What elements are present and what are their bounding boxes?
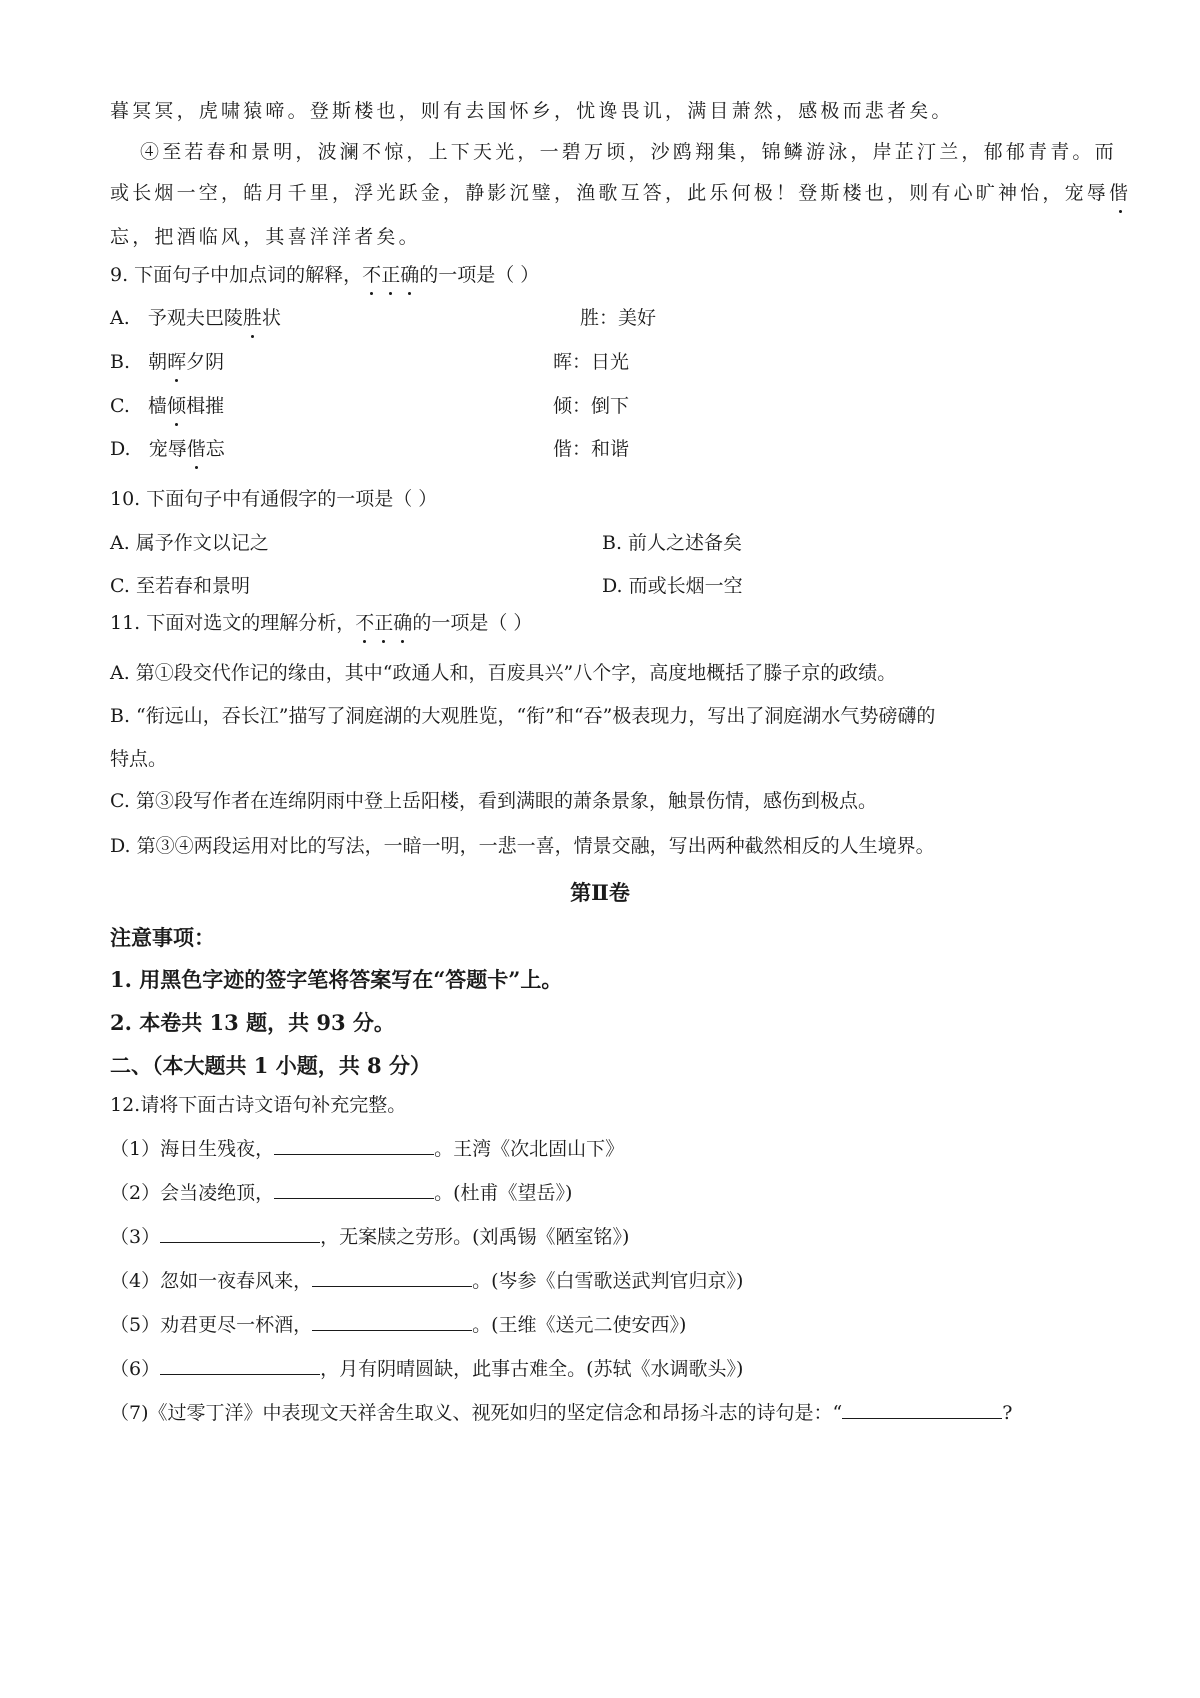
q10-option-c: C. 至若春和景明 — [110, 575, 250, 597]
passage-line-1: 暮冥冥，虎啸猿啼。登斯楼也，则有去国怀乡，忧谗畏讥，满目萧然，感极而悲者矣。 — [110, 100, 954, 122]
option-text: 樯 — [148, 395, 168, 417]
passage-line-2: ④至若春和景明，波澜不惊，上下天光，一碧万顷，沙鸥翔集，锦鳞游泳，岸芷汀兰，郁郁青青。而 — [140, 141, 1117, 163]
answer-blank[interactable] — [160, 1224, 320, 1243]
q9-option-c — [110, 393, 224, 419]
item-text: （4）忽如一夜春风来， — [110, 1270, 313, 1292]
answer-blank[interactable] — [274, 1180, 434, 1199]
option-text: 楫摧 — [186, 395, 225, 417]
question-12-stem: 12.请将下面古诗文语句补充完整。 — [110, 1094, 407, 1116]
dotted-char: 不 — [355, 612, 375, 634]
question-9-stem — [110, 262, 539, 288]
option-letter: C. — [110, 395, 130, 417]
item-source: 。王湾《次北固山下》 — [434, 1138, 625, 1160]
dotted-char: 倾 — [167, 395, 187, 417]
q12-item-6 — [110, 1356, 743, 1382]
item-source: 。(王维《送元二使安西》) — [472, 1314, 687, 1336]
dotted-char: 正 — [381, 264, 401, 286]
part-2-title: 第Ⅱ卷 — [570, 880, 630, 905]
section-heading: 二、（本大题共 1 小题，共 8 分） — [110, 1053, 431, 1078]
q9-option-a-explanation: 胜：美好 — [580, 307, 657, 329]
item-text: （2）会当凌绝顶， — [110, 1182, 275, 1204]
q12-item-7 — [110, 1400, 1012, 1426]
dotted-char: 晖 — [167, 351, 187, 373]
item-source: 。(岑参《白雪歌送武判官归京》) — [472, 1270, 744, 1292]
answer-blank[interactable] — [312, 1268, 472, 1287]
dotted-char: 不 — [362, 264, 382, 286]
answer-blank[interactable] — [160, 1356, 320, 1375]
item-text: （3） — [110, 1226, 161, 1248]
dotted-char: 偕 — [186, 438, 206, 460]
answer-blank[interactable] — [274, 1136, 434, 1155]
q11-stem-text: 11. 下面对选文的理解分析， — [110, 612, 356, 634]
answer-blank[interactable] — [842, 1400, 1002, 1419]
q9-option-d-explanation: 偕：和谐 — [553, 438, 630, 460]
question-11-stem — [110, 610, 532, 636]
item-text: （6） — [110, 1358, 161, 1380]
question-10-stem: 10. 下面句子中有通假字的一项是（ ） — [110, 488, 438, 510]
option-text: 状 — [261, 307, 281, 329]
q11-option-a: A. 第①段交代作记的缘由，其中“政通人和，百废具兴”八个字，高度地概括了滕子京的政绩。 — [110, 662, 897, 684]
item-text: （1）海日生残夜， — [110, 1138, 275, 1160]
q9-option-b — [110, 349, 224, 375]
q10-option-a: A. 属予作文以记之 — [110, 532, 269, 554]
item-source: ? — [1002, 1402, 1013, 1424]
notice-item-1: 1. 用黑色字迹的签字笔将答案写在“答题卡”上。 — [110, 967, 563, 992]
q11-option-b-line-1: B. “衔远山，吞长江”描写了洞庭湖的大观胜览，“衔”和“吞”极表现力，写出了洞庭湖水气势磅礴的 — [110, 705, 936, 727]
q9-option-b-explanation: 晖：日光 — [553, 351, 630, 373]
item-text: （7)《过零丁洋》中表现文天祥舍生取义、视死如归的坚定信念和昂扬斗志的诗句是：“ — [110, 1402, 843, 1424]
q12-item-5 — [110, 1312, 686, 1338]
item-source: ，月有阴晴圆缺，此事古难全。(苏轼《水调歌头》) — [320, 1358, 744, 1380]
q9-option-c-explanation: 倾：倒下 — [553, 395, 630, 417]
passage-line-3 — [110, 180, 1131, 206]
q12-item-4 — [110, 1268, 743, 1294]
q11-option-b-line-2: 特点。 — [110, 748, 168, 770]
item-source: ，无案牍之劳形。(刘禹锡《陋室铭》) — [320, 1226, 630, 1248]
option-text: 朝 — [148, 351, 168, 373]
option-text: 忘 — [205, 438, 225, 460]
option-text: 宠辱 — [148, 438, 187, 460]
q9-stem-tail: 的一项是（ ） — [419, 264, 540, 286]
q11-stem-tail: 的一项是（ ） — [412, 612, 533, 634]
q11-option-d: D. 第③④两段运用对比的写法，一暗一明，一悲一喜，情景交融，写出两种截然相反的人生境界。 — [110, 835, 935, 857]
answer-blank[interactable] — [312, 1312, 472, 1331]
q10-option-d: D. 而或长烟一空 — [602, 575, 743, 597]
q9-option-a — [110, 305, 281, 331]
option-letter: B. — [110, 351, 131, 373]
notice-item-2: 2. 本卷共 13 题，共 93 分。 — [110, 1010, 395, 1035]
q9-option-d — [110, 436, 225, 462]
option-text: 夕阴 — [186, 351, 225, 373]
q12-item-1 — [110, 1136, 624, 1162]
dotted-char: 胜 — [242, 307, 262, 329]
notice-heading: 注意事项： — [110, 925, 215, 950]
option-text: 予观夫巴陵 — [147, 307, 243, 329]
item-text: （5）劝君更尽一杯酒， — [110, 1314, 313, 1336]
dotted-char: 正 — [374, 612, 394, 634]
q9-stem-text: 9. 下面句子中加点词的解释， — [110, 264, 363, 286]
dotted-char: 偕 — [1109, 182, 1132, 204]
option-letter: A. — [110, 307, 130, 329]
passage-line-3-text: 或长烟一空，皓月千里，浮光跃金，静影沉璧，渔歌互答，此乐何极！登斯楼也，则有心旷神怡，宠辱 — [110, 182, 1110, 204]
dotted-char: 确 — [400, 264, 420, 286]
q11-option-c: C. 第③段写作者在连绵阴雨中登上岳阳楼，看到满眼的萧条景象，触景伤情，感伤到极点。 — [110, 790, 877, 812]
item-source: 。(杜甫《望岳》) — [434, 1182, 573, 1204]
q12-item-2 — [110, 1180, 572, 1206]
q10-option-b: B. 前人之述备矣 — [602, 532, 743, 554]
dotted-char: 确 — [393, 612, 413, 634]
passage-line-4: 忘，把酒临风，其喜洋洋者矣。 — [110, 226, 421, 248]
option-letter: D. — [110, 438, 131, 460]
q12-item-3 — [110, 1224, 629, 1250]
